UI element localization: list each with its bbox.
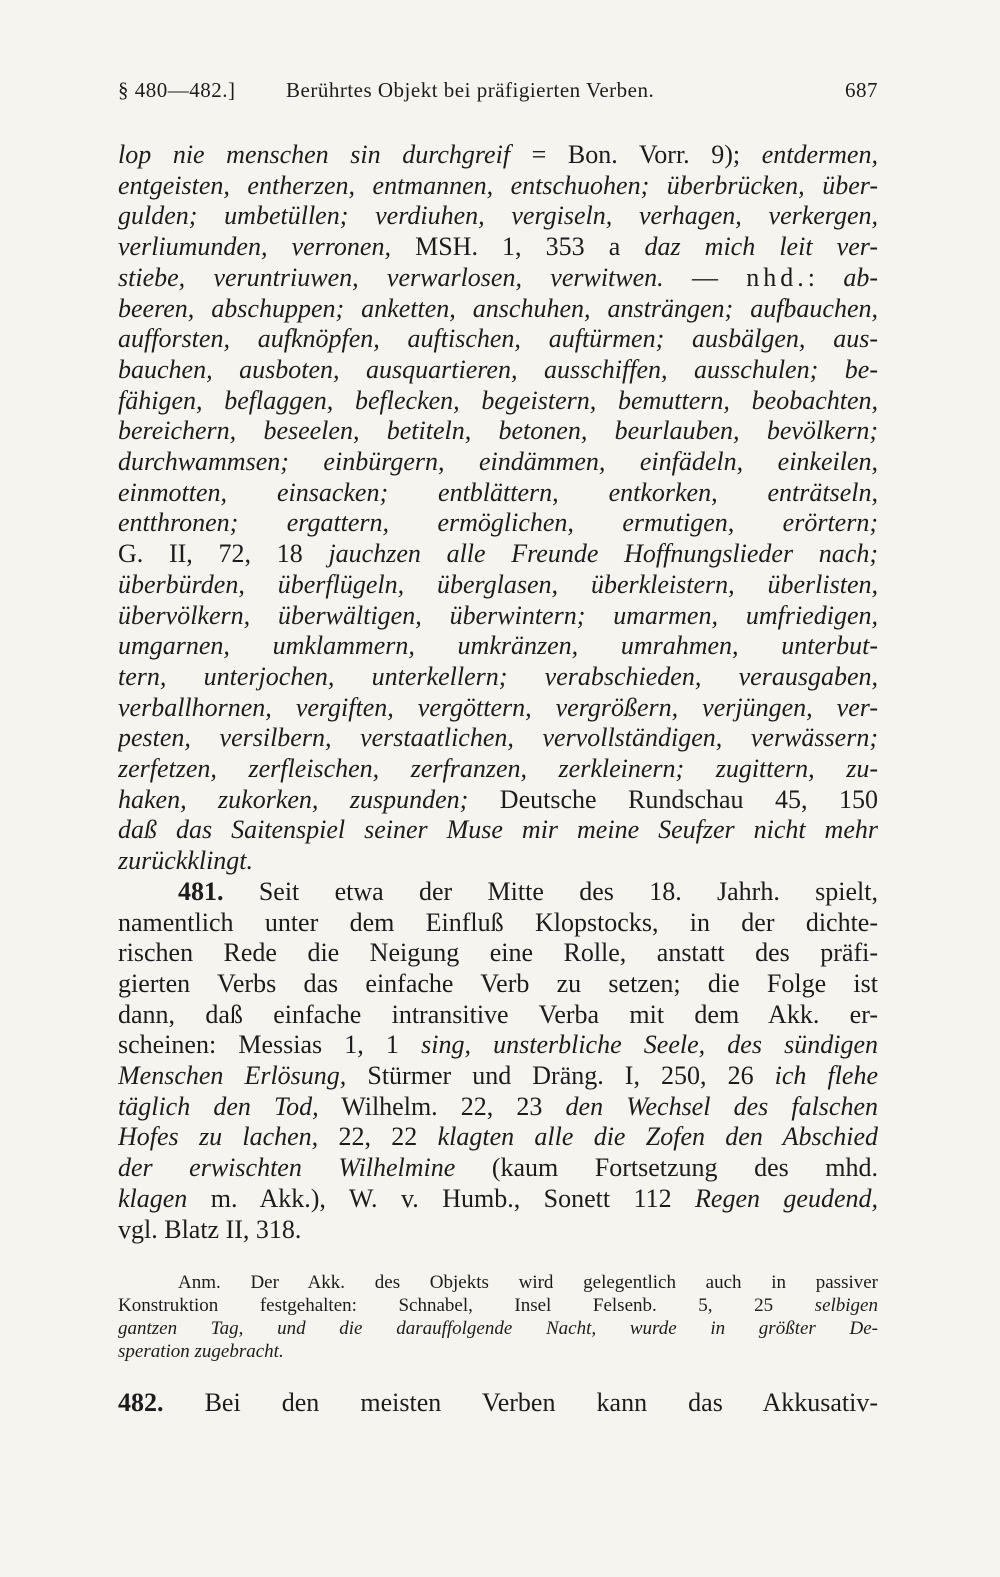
text-line [118,1388,878,1420]
text-line [118,846,878,878]
text-run: m. Akk.), W. v. Humb., Sonett 112 [187,1184,696,1213]
text-run: Menschen Erlösung, [118,1061,347,1090]
text-run: vgl. Blatz II, 318. [118,1215,302,1244]
text-line [118,570,878,602]
text-run: gierten Verbs das einfache Verb zu setzen; die Folge ist [118,969,878,998]
text-line [118,908,878,940]
text-run: namentlich unter dem Einfluß Klopstocks, in der dichte- [118,908,878,937]
text-run: verliumunden, verronen, [118,232,416,261]
text-run: Deutsche Rundschau 45, 150 [499,785,878,814]
text-run: 22, 22 [318,1122,438,1151]
text-line [118,601,878,633]
text-run: täglich den Tod, [118,1092,319,1121]
text-line [118,171,878,203]
text-line [118,1061,878,1093]
text-run: nhd. [746,263,808,292]
note-line [118,1272,878,1296]
text-line [118,631,878,663]
text-line [118,693,878,725]
text-line [118,1184,878,1216]
text-run: daz mich leit ver- [644,232,878,261]
text-line [118,877,878,909]
running-title: Berührtes Objekt bei präfigierten Verben. [286,78,655,102]
text-line [118,539,878,571]
text-line [118,1122,878,1154]
text-run: ich flehe [774,1061,878,1090]
text-run: jauchzen alle Freunde Hoffnungslieder nach; [328,539,878,568]
page-number: 687 [845,78,878,102]
text-line [118,754,878,786]
text-line [118,324,878,356]
text-run: zurückklingt. [118,846,254,875]
text-line [118,355,878,387]
text-run: pesten, versilbern, verstaatlichen, vervollständigen, verwässern; [118,723,878,752]
text-run: 481. [178,877,224,906]
note-line [118,1318,878,1342]
section-range: § 480—482.] [118,78,236,102]
text-run: der erwischten Wilhelmine [118,1153,456,1182]
text-run: übervölkern, überwältigen, überwintern; umarmen, umfriedigen, [118,601,878,630]
text-run: überbürden, überflügeln, überglasen, überkleistern, überlisten, [118,570,878,599]
text-line [118,447,878,479]
text-run: Bei den meisten Verben kann das Akkusativ- [163,1388,878,1417]
text-run: speration zugebracht. [118,1341,284,1362]
note-line [118,1341,878,1365]
text-run: einmotten, einsacken; entblättern, entkorken, enträtseln, [118,478,878,507]
text-run: (kaum Fortsetzung des mhd. [455,1153,878,1182]
text-run: dann, daß einfache intransitive Verba mit dem Akk. er- [118,1000,878,1029]
text-run: beeren, abschuppen; anketten, anschuhen, ansträngen; aufbauchen, [118,294,878,323]
text-run: daß das Saitenspiel seiner Muse mir meine Seufzer nicht mehr [118,815,878,844]
text-run: Konstruktion festgehalten: Schnabel, Insel Felsenb. 5, 25 [118,1295,815,1316]
text-line [118,1215,878,1247]
text-line [118,201,878,233]
text-run: klagten alle die Zofen den Abschied [437,1122,878,1151]
text-line [118,263,878,295]
text-line [118,294,878,326]
text-line [118,938,878,970]
text-run: Wilhelm. 22, 23 [318,1092,566,1121]
text-run: = Bon. Vorr. 9); [531,140,762,169]
text-line [118,140,878,172]
text-run: G. II, 72, 18 [118,539,329,568]
text-line [118,1030,878,1062]
text-line [118,662,878,694]
text-run: haken, zukorken, zuspunden; [118,785,500,814]
text-line [118,969,878,1001]
text-run: Anm. Der Akk. des Objekts wird gelegentlich auch in passiver [178,1272,878,1293]
text-run: zerfetzen, zerfleischen, zerfranzen, zerkleinern; zugittern, zu- [118,754,878,783]
text-run: entgeisten, entherzen, entmannen, entschuohen; überbrücken, über- [118,171,878,200]
text-run: rischen Rede die Neigung eine Rolle, anstatt des präfi- [118,938,878,967]
text-run: Regen geudend, [695,1184,878,1213]
text-run: gulden; umbetüllen; verdiuhen, vergiseln, verhagen, verkergen, [118,201,878,230]
text-line [118,478,878,510]
text-line [118,815,878,847]
text-run: aufforsten, aufknöpfen, auftischen, auftürmen; ausbälgen, aus- [118,324,878,353]
text-run: selbigen [814,1295,878,1316]
running-header [118,78,878,114]
text-run: gantzen Tag, und die darauffolgende Nacht, wurde in größter De- [118,1318,878,1339]
text-line [118,785,878,817]
text-run: bauchen, ausboten, ausquartieren, ausschiffen, ausschulen; be- [118,355,878,384]
text-run: klagen [118,1184,188,1213]
text-line [118,723,878,755]
text-run: entthronen; ergattern, ermöglichen, ermutigen, erörtern; [118,508,878,537]
text-line [118,508,878,540]
note-line [118,1295,878,1319]
text-line [118,386,878,418]
text-line [118,416,878,448]
text-run: bereichern, beseelen, betiteln, betonen, beurlauben, bevölkern; [118,416,878,445]
text-run: lop nie menschen sin durchgreif [118,140,532,169]
text-line [118,1092,878,1124]
text-run: umgarnen, umklammern, umkränzen, umrahmen, unterbut- [118,631,878,660]
text-run: Hofes zu lachen, [118,1122,319,1151]
text-run: Seit etwa der Mitte des 18. Jahrh. spielt, [223,877,878,906]
text-run: : [807,263,844,292]
text-line [118,232,878,264]
text-run: scheinen: Messias 1, 1 [118,1030,422,1059]
text-run: verballhornen, vergiften, vergöttern, vergrößern, verjüngen, ver- [118,693,878,722]
text-run: stiebe, veruntriuwen, verwarlosen, verwitwen. [118,263,664,292]
text-run: fähigen, beflaggen, beflecken, begeistern, bemuttern, beobachten, [118,386,878,415]
text-run: sing, unsterbliche Seele, des sündigen [421,1030,878,1059]
text-run: ab- [843,263,878,292]
text-run: entdermen, [761,140,878,169]
text-line [118,1000,878,1032]
text-run: 482. [118,1388,164,1417]
text-run: durchwammsen; einbürgern, eindämmen, einfädeln, einkeilen, [118,447,878,476]
text-run: tern, unterjochen, unterkellern; verabschieden, verausgaben, [118,662,878,691]
text-run: Stürmer und Dräng. I, 250, 26 [346,1061,775,1090]
text-line [118,1153,878,1185]
text-run: — [663,263,747,292]
text-run: MSH. 1, 353 a [415,232,645,261]
text-run: den Wechsel des falschen [565,1092,878,1121]
